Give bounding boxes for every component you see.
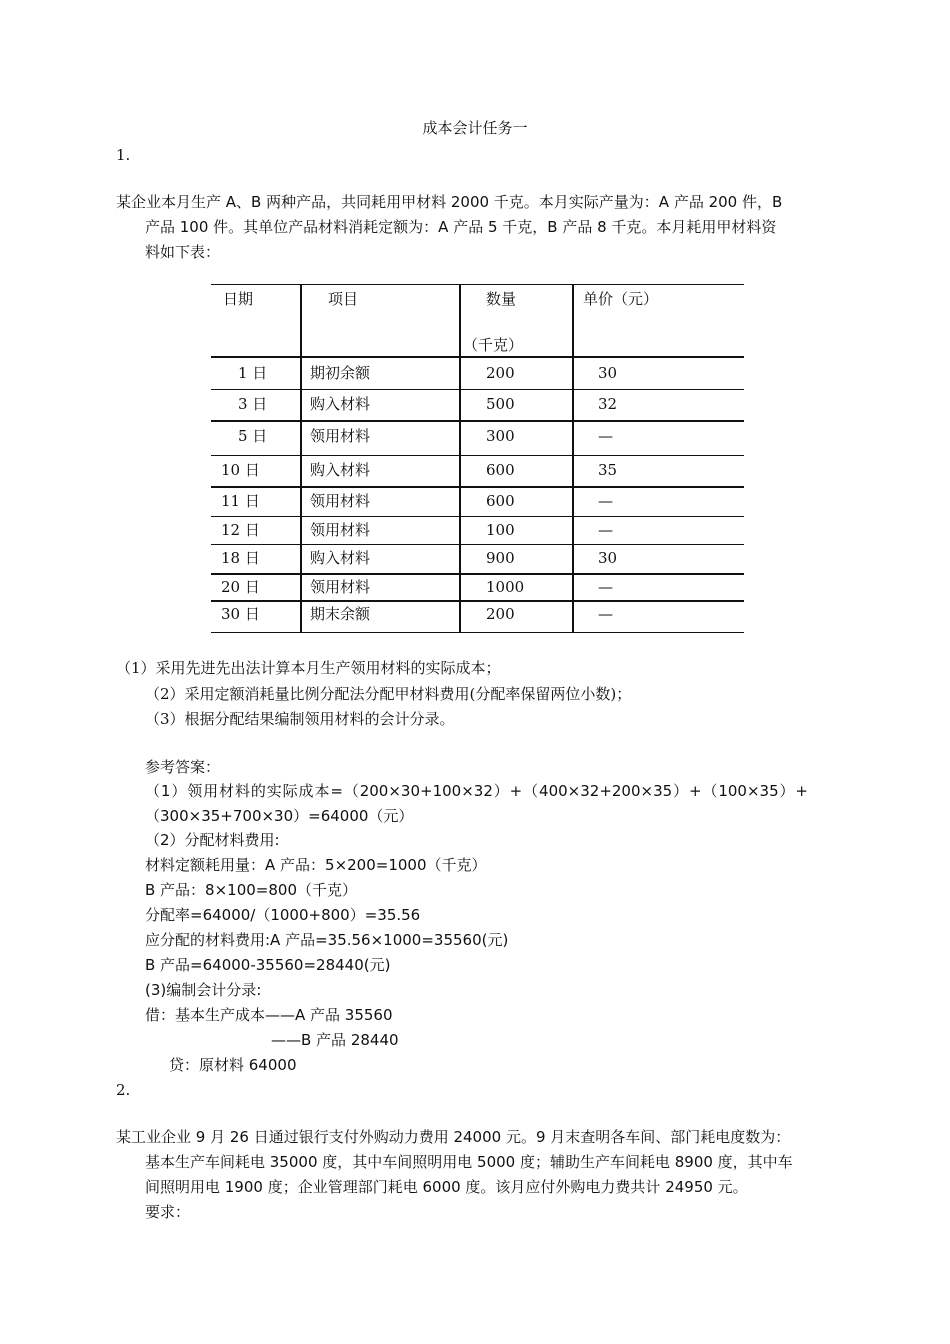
cell-item: 期初余额 bbox=[310, 364, 371, 382]
table-rule bbox=[211, 632, 744, 633]
table-rule bbox=[211, 356, 744, 358]
page-title: 成本会计任务一 bbox=[422, 119, 528, 137]
cell-date: 20 日 bbox=[221, 578, 260, 596]
cell-date: 12 日 bbox=[221, 521, 260, 539]
question-1-intro-line-1: 某企业本月生产 A、B 两种产品，共同耗用甲材料 2000 千克。本月实际产量为：A 产品 200 件，B bbox=[116, 193, 783, 211]
answer-line-10: 借：基本生产成本——A 产品 35560 bbox=[145, 1006, 393, 1024]
cell-qty: 100 bbox=[486, 521, 515, 539]
answer-line-8: B 产品=64000-35560=28440(元) bbox=[145, 956, 391, 974]
cell-qty: 200 bbox=[486, 364, 515, 382]
question-1-number: 1. bbox=[116, 146, 131, 164]
cell-price: 32 bbox=[598, 395, 618, 413]
cell-qty: 200 bbox=[486, 605, 515, 623]
question-1-intro-line-3: 料如下表： bbox=[145, 243, 221, 261]
table-rule bbox=[211, 600, 744, 602]
header-qty-unit: （千克） bbox=[463, 336, 524, 354]
cell-date: 30 日 bbox=[221, 605, 260, 623]
header-qty: 数量 bbox=[486, 290, 517, 308]
table-rule bbox=[211, 455, 744, 456]
cell-date: 18 日 bbox=[221, 549, 260, 567]
requirement-3: （3）根据分配结果编制领用材料的会计分录。 bbox=[145, 710, 455, 728]
answer-line-7: 应分配的材料费用:A 产品=35.56×1000=35560(元) bbox=[145, 931, 509, 949]
requirement-1: （1）采用先进先出法计算本月生产领用材料的实际成本； bbox=[116, 659, 501, 677]
question-2-intro-line-1: 某工业企业 9 月 26 日通过银行支付外购动力费用 24000 元。9 月末查明各车间、部门耗电度数为： bbox=[116, 1128, 791, 1146]
cell-price: 35 bbox=[598, 461, 618, 479]
cell-price: 30 bbox=[598, 364, 618, 382]
table-column-divider bbox=[300, 284, 302, 633]
table-column-divider bbox=[572, 284, 574, 633]
cell-item: 购入材料 bbox=[310, 461, 371, 479]
table-rule bbox=[211, 573, 744, 575]
header-price: 单价（元） bbox=[583, 290, 659, 308]
cell-price: 30 bbox=[598, 549, 618, 567]
question-2-intro-line-4: 要求： bbox=[145, 1203, 191, 1221]
header-date: 日期 bbox=[223, 290, 254, 308]
cell-item: 领用材料 bbox=[310, 427, 371, 445]
answer-line-9: (3)编制会计分录: bbox=[145, 981, 262, 999]
answer-line-5: B 产品：8×100=800（千克） bbox=[145, 881, 358, 899]
table-rule bbox=[211, 516, 744, 517]
table-rule bbox=[211, 420, 744, 422]
cell-qty: 900 bbox=[486, 549, 515, 567]
cell-qty: 1000 bbox=[486, 578, 525, 596]
question-2-intro-line-3: 间照明用电 1900 度；企业管理部门耗电 6000 度。该月应付外购电力费共计 24950 元。 bbox=[145, 1178, 748, 1196]
question-1-intro-line-2: 产品 100 件。其单位产品材料消耗定额为：A 产品 5 千克，B 产品 8 千克。本月耗用甲材料资 bbox=[145, 218, 777, 236]
table-column-divider bbox=[459, 284, 461, 633]
cell-price: — bbox=[598, 427, 613, 445]
cell-item: 领用材料 bbox=[310, 492, 371, 510]
cell-date: 1 日 bbox=[238, 364, 268, 382]
answer-line-11: ——B 产品 28440 bbox=[271, 1031, 399, 1049]
question-2-number: 2. bbox=[116, 1081, 131, 1099]
cell-date: 3 日 bbox=[238, 395, 268, 413]
cell-item: 领用材料 bbox=[310, 578, 371, 596]
cell-date: 10 日 bbox=[221, 461, 260, 479]
answer-line-6: 分配率=64000/（1000+800）=35.56 bbox=[145, 906, 421, 924]
cell-date: 11 日 bbox=[221, 492, 260, 510]
cell-item: 购入材料 bbox=[310, 395, 371, 413]
answer-line-2: （300×35+700×30）=64000（元） bbox=[145, 807, 414, 825]
cell-price: — bbox=[598, 578, 613, 596]
cell-price: — bbox=[598, 521, 613, 539]
header-item: 项目 bbox=[328, 290, 359, 308]
cell-qty: 600 bbox=[486, 461, 515, 479]
answer-line-12: 贷：原材料 64000 bbox=[169, 1056, 297, 1074]
requirement-2: （2）采用定额消耗量比例分配法分配甲材料费用(分配率保留两位小数)； bbox=[145, 685, 632, 703]
cell-price: — bbox=[598, 605, 613, 623]
cell-item: 期末余额 bbox=[310, 605, 371, 623]
table-rule bbox=[211, 544, 744, 545]
cell-qty: 300 bbox=[486, 427, 515, 445]
answer-line-3: （2）分配材料费用: bbox=[145, 831, 280, 849]
material-table bbox=[211, 284, 744, 634]
cell-date: 5 日 bbox=[238, 427, 268, 445]
cell-price: — bbox=[598, 492, 613, 510]
answer-line-4: 材料定额耗用量：A 产品：5×200=1000（千克） bbox=[145, 856, 487, 874]
cell-item: 购入材料 bbox=[310, 549, 371, 567]
answer-line-1: （1）领用材料的实际成本=（200×30+100×32）+（400×32+200×35）+（100×35）+ bbox=[145, 782, 808, 800]
answer-label: 参考答案： bbox=[145, 758, 221, 776]
cell-qty: 600 bbox=[486, 492, 515, 510]
cell-item: 领用材料 bbox=[310, 521, 371, 539]
table-rule bbox=[211, 389, 744, 390]
cell-qty: 500 bbox=[486, 395, 515, 413]
table-rule bbox=[211, 284, 744, 285]
table-rule bbox=[211, 486, 744, 488]
question-2-intro-line-2: 基本生产车间耗电 35000 度，其中车间照明用电 5000 度；辅助生产车间耗电 8900 度，其中车 bbox=[145, 1153, 793, 1171]
